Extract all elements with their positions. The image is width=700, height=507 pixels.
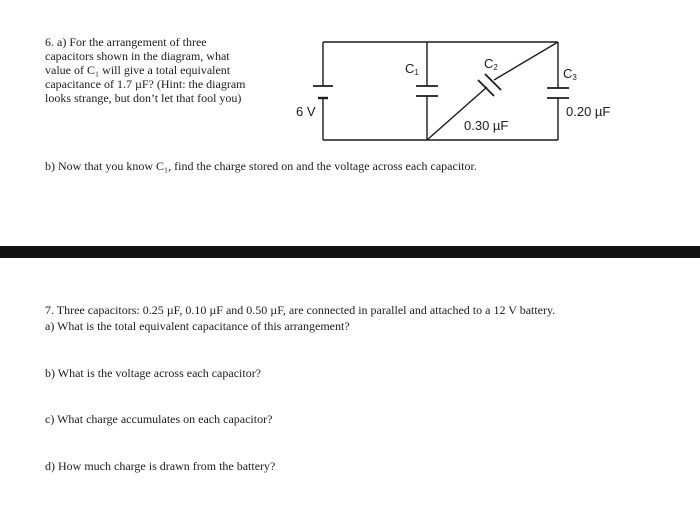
question-7-panel (0, 258, 700, 507)
q6-a-line-3: value of C₁ will give a total equivalent (45, 63, 231, 77)
c2-value-label: 0.30 µF (464, 118, 509, 133)
question-6-panel (0, 0, 700, 246)
c3-label: $C_3$ (563, 66, 577, 82)
q6-part-b: b) Now that you know C₁, find the charge stored on and the voltage across each capacitor. (45, 159, 477, 173)
wire-c2-upper (494, 42, 558, 80)
q6-a-line-2: capacitors shown in the diagram, what (45, 49, 230, 63)
battery-label: 6 V (296, 104, 316, 119)
c2-plate-2 (485, 74, 501, 90)
c1-label: $C_1$ (405, 61, 419, 77)
q7-part-c: c) What charge accumulates on each capacitor? (45, 412, 273, 426)
q6-a-line-5: looks strange, but don’t let that fool you) (45, 91, 242, 105)
q6-a-line-1: 6. a) For the arrangement of three (45, 35, 207, 49)
q7-part-a: a) What is the total equivalent capacitance of this arrangement? (45, 319, 350, 333)
circuit-diagram (0, 0, 700, 246)
q7-intro: 7. Three capacitors: 0.25 µF, 0.10 µF and 0.50 µF, are connected in parallel and attached to a 12 V battery. (45, 303, 556, 317)
c2-label: $C_2$ (484, 56, 498, 72)
q6-a-line-4: capacitance of 1.7 µF? (Hint: the diagram (45, 77, 246, 91)
q7-part-b: b) What is the voltage across each capacitor? (45, 366, 262, 380)
q7-part-d: d) How much charge is drawn from the battery? (45, 459, 276, 473)
c3-value-label: 0.20 µF (566, 104, 611, 119)
